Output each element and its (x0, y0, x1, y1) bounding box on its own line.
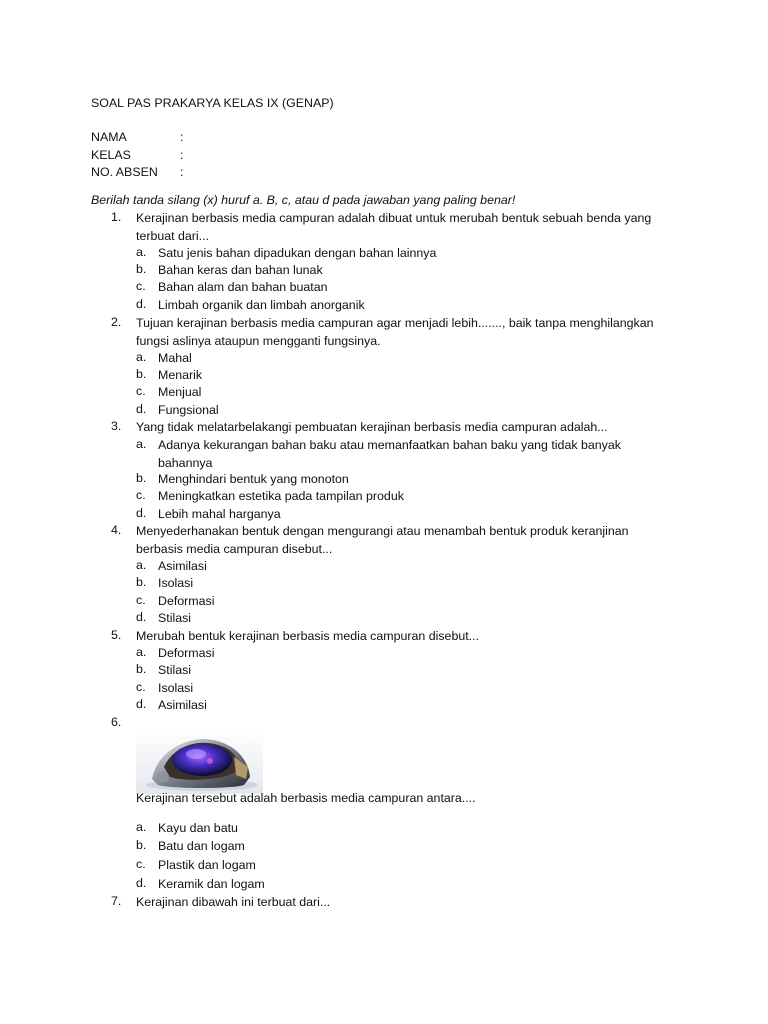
option-text: Menghindari bentuk yang monoton (158, 472, 349, 486)
question-line: Merubah bentuk kerajinan berbasis media campuran disebut... (136, 629, 480, 643)
option-text: Bahan alam dan bahan buatan (158, 280, 328, 294)
option-letter: d. (136, 297, 147, 311)
option-letter: b. (136, 838, 147, 852)
instruction-text: Berilah tanda silang (x) huruf a. B, c, atau d pada jawaban yang paling benar! (91, 193, 516, 207)
question-number: 5. (111, 628, 122, 642)
page-title: SOAL PAS PRAKARYA KELAS IX (GENAP) (91, 96, 334, 110)
option-letter: c. (136, 279, 146, 293)
option-text: Batu dan logam (158, 839, 245, 853)
question-line: Kerajinan dibawah ini terbuat dari... (136, 895, 331, 909)
option-letter: c. (136, 488, 146, 502)
option-letter: a. (136, 437, 147, 451)
question-number: 7. (111, 894, 122, 908)
question-line: Menyederhanakan bentuk dengan mengurangi atau menambah bentuk produk keranjinan (136, 524, 629, 538)
option-text: Keramik dan logam (158, 877, 265, 891)
option-text: Limbah organik dan limbah anorganik (158, 298, 365, 312)
option-text (158, 437, 668, 472)
question-text (136, 315, 676, 350)
option-letter: d. (136, 876, 147, 890)
option-letter: c. (136, 857, 146, 871)
question-text (136, 790, 676, 808)
option-text: Stilasi (158, 611, 192, 625)
option-letter: b. (136, 662, 147, 676)
question-line: Kerajinan berbasis media campuran adalah dibuat untuk merubah bentuk sebuah benda yang (136, 211, 652, 225)
option-text: Deformasi (158, 646, 215, 660)
option-letter: b. (136, 575, 147, 589)
option-letter: c. (136, 680, 146, 694)
field-separator: : (180, 148, 184, 162)
question-number: 2. (111, 315, 122, 329)
field-no-absen (91, 165, 391, 179)
option-letter: d. (136, 697, 147, 711)
field-label: KELAS (91, 148, 131, 162)
option-text: Lebih mahal harganya (158, 507, 281, 521)
question-line: fungsi aslinya ataupun mengganti fungsinya. (136, 333, 381, 348)
option-text: Satu jenis bahan dipadukan dengan bahan lainnya (158, 246, 437, 260)
option-text: Menarik (158, 368, 203, 382)
option-letter: a. (136, 558, 147, 572)
field-separator: : (180, 130, 184, 144)
option-text: Isolasi (158, 681, 194, 695)
question-number: 6. (111, 715, 122, 729)
question-number: 4. (111, 523, 122, 537)
question-number: 1. (111, 210, 122, 224)
option-text: Isolasi (158, 576, 194, 590)
option-text: Meningkatkan estetika pada tampilan produk (158, 489, 404, 503)
option-letter: b. (136, 367, 147, 381)
option-letter: a. (136, 350, 147, 364)
field-kelas (91, 148, 391, 162)
option-letter: c. (136, 593, 146, 607)
question-text (136, 523, 676, 558)
option-letter: b. (136, 471, 147, 485)
question-text (136, 628, 676, 646)
field-label: NO. ABSEN (91, 165, 158, 179)
option-text: Asimilasi (158, 559, 207, 573)
question-text (136, 419, 676, 437)
option-text: Deformasi (158, 594, 215, 608)
option-text: Bahan keras dan bahan lunak (158, 263, 323, 277)
question-number: 3. (111, 419, 122, 433)
question-text (136, 894, 676, 912)
option-text: Asimilasi (158, 698, 207, 712)
ring-photo (136, 727, 263, 794)
option-text: Stilasi (158, 663, 192, 677)
question-text (136, 210, 676, 245)
field-label: NAMA (91, 130, 127, 144)
option-line: bahannya (158, 455, 213, 470)
question-line: Tujuan kerajinan berbasis media campuran agar menjadi lebih......., baik tanpa menghilangkan (136, 316, 654, 330)
option-letter: a. (136, 820, 147, 834)
option-letter: a. (136, 645, 147, 659)
option-letter: d. (136, 610, 147, 624)
option-text: Fungsional (158, 403, 219, 417)
option-line: Adanya kekurangan bahan baku atau memanfaatkan bahan baku yang tidak banyak (158, 438, 621, 452)
option-text: Menjual (158, 385, 202, 399)
option-letter: d. (136, 402, 147, 416)
option-text: Mahal (158, 351, 192, 365)
question-line: Yang tidak melatarbelakangi pembuatan kerajinan berbasis media campuran adalah... (136, 420, 608, 434)
option-letter: b. (136, 262, 147, 276)
option-text: Plastik dan logam (158, 858, 256, 872)
field-nama (91, 130, 391, 144)
option-letter: a. (136, 245, 147, 259)
option-letter: c. (136, 384, 146, 398)
option-letter: d. (136, 506, 147, 520)
field-separator: : (180, 165, 184, 179)
question-line: berbasis media campuran disebut... (136, 541, 333, 556)
option-text: Kayu dan batu (158, 821, 238, 835)
question-line: Kerajinan tersebut adalah berbasis media campuran antara.... (136, 791, 476, 805)
question-line: terbuat dari... (136, 228, 210, 243)
